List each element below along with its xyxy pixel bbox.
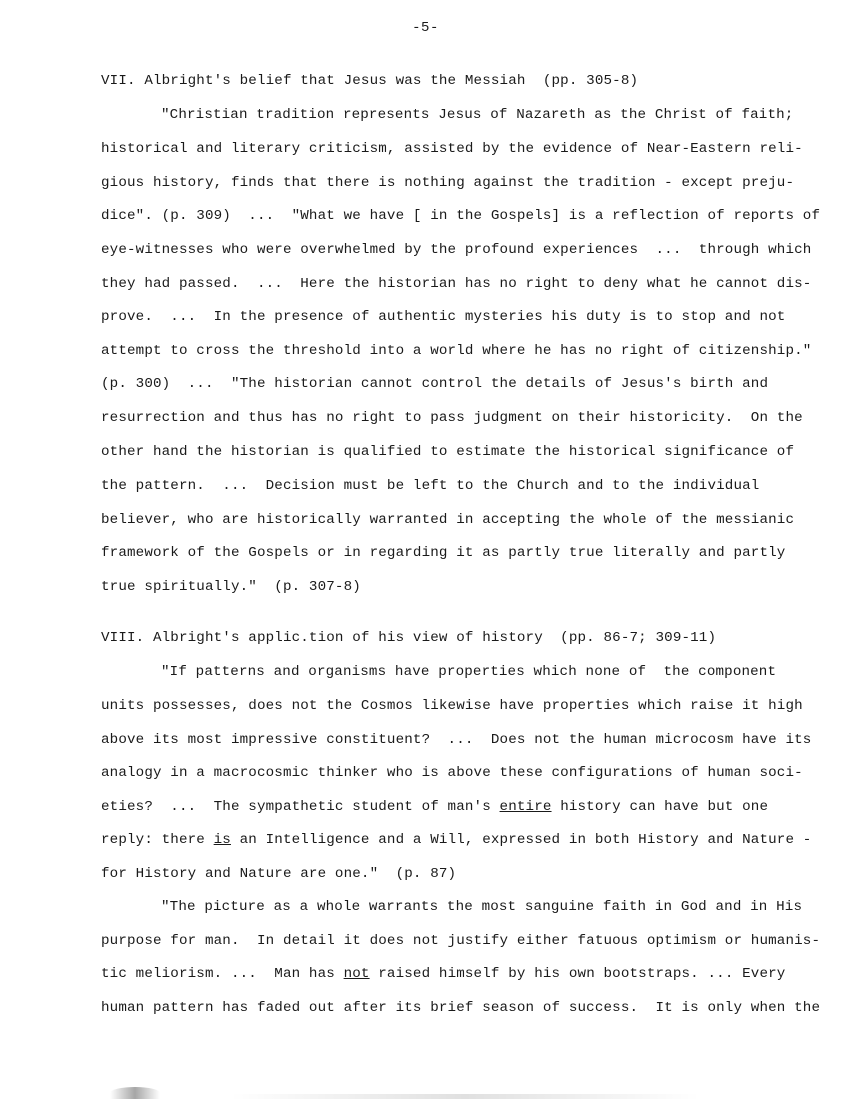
text-line: "Christian tradition represents Jesus of Nazareth as the Christ of faith; [161, 107, 794, 123]
text-line: gious history, finds that there is nothing against the tradition - except preju- [101, 175, 795, 191]
text-segment: history can have but one [551, 799, 769, 815]
text-segment: reply: there [101, 832, 214, 848]
text-line: analogy in a macrocosmic thinker who is above these configurations of human soci- [101, 765, 803, 781]
text-line: (p. 300) ... "The historian cannot control the details of Jesus's birth and [101, 376, 769, 392]
underlined-word: is [213, 832, 231, 848]
text-segment: an Intelligence and a Will, expressed in both History and Nature - [230, 832, 812, 848]
heading-vii: VII. Albright's belief that Jesus was the Messiah (pp. 305-8) [101, 73, 639, 89]
text-line: above its most impressive constituent? ... Does not the human microcosm have its [101, 732, 812, 748]
text-line: attempt to cross the threshold into a world where he has no right of citizenship." [101, 343, 812, 359]
page-number: -5- [412, 20, 439, 36]
text-line: true spiritually." (p. 307-8) [101, 579, 361, 595]
text-line: believer, who are historically warranted in accepting the whole of the messianic [101, 512, 795, 528]
text-line: resurrection and thus has no right to pass judgment on their historicity. On the [101, 410, 803, 426]
scan-shadow [230, 1094, 700, 1099]
text-line: eye-witnesses who were overwhelmed by the profound experiences ... through which [101, 242, 812, 258]
text-line: "If patterns and organisms have properties which none of the component [161, 664, 777, 680]
text-line: other hand the historian is qualified to estimate the historical significance of [101, 444, 795, 460]
text-line: purpose for man. In detail it does not justify either fatuous optimism or humanis- [101, 933, 821, 949]
text-line: the pattern. ... Decision must be left to the Church and to the individual [101, 478, 760, 494]
text-line: human pattern has faded out after its brief season of success. It is only when the [101, 1000, 821, 1016]
text-line: they had passed. ... Here the historian has no right to deny what he cannot dis- [101, 276, 812, 292]
text-line: prove. ... In the presence of authentic mysteries his duty is to stop and not [101, 309, 786, 325]
text-segment: raised himself by his own bootstraps. ... Every [369, 966, 786, 982]
text-line [101, 830, 812, 850]
text-line: units possesses, does not the Cosmos likewise have properties which raise it high [101, 698, 803, 714]
text-line [101, 964, 801, 984]
text-line: dice". (p. 309) ... "What we have [ in the Gospels] is a reflection of reports of [101, 208, 821, 224]
underlined-word: not [343, 966, 370, 982]
text-line: for History and Nature are one." (p. 87) [101, 866, 457, 882]
text-line: framework of the Gospels or in regarding it as partly true literally and partly [101, 545, 786, 561]
text-line [101, 797, 801, 817]
scan-shadow [110, 1087, 160, 1099]
text-segment: tic meliorism. ... Man has [101, 966, 344, 982]
text-line: historical and literary criticism, assisted by the evidence of Near-Eastern reli- [101, 141, 803, 157]
heading-viii: VIII. Albright's applic.tion of his view of history (pp. 86-7; 309-11) [101, 630, 717, 646]
text-segment: eties? ... The sympathetic student of man's [101, 799, 500, 815]
text-line: "The picture as a whole warrants the most sanguine faith in God and in His [161, 899, 803, 915]
underlined-word: entire [499, 799, 552, 815]
